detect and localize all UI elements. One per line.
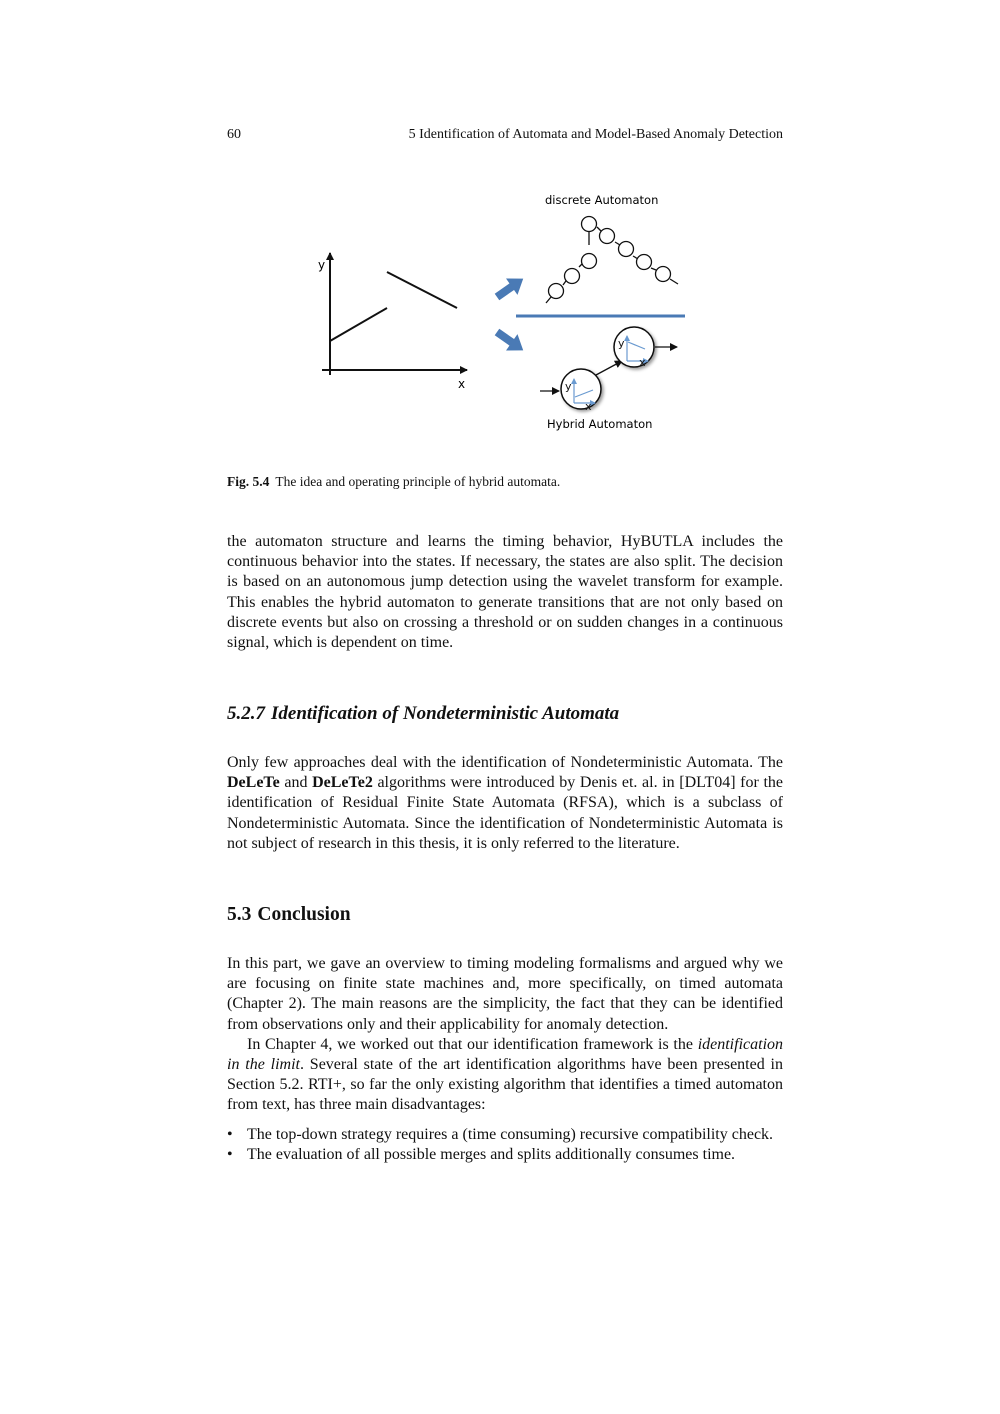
caption-label: Fig. 5.4 (227, 474, 270, 489)
state-node (582, 217, 597, 232)
figure-caption (227, 474, 560, 490)
hybrid-automaton (540, 327, 677, 413)
paragraph-text: the automaton structure and learns the timing behavior, HyBUTLA includes the continuous behavior into the states. If necessary, the states are also split. The decision is based on an autonomous jump detection using the wavelet transform for example. This enables the hybrid automaton to generate transitions that are not only based on discrete events but also on crossing a threshold or on sudden changes in a continuous signal, which is dependent on time. (227, 533, 783, 652)
disadvantage-list (227, 1125, 797, 1165)
para2-start: In Chapter 4, we worked out that our identification framework is the (247, 1035, 693, 1053)
x-axis-label: x (458, 377, 466, 391)
state-node (619, 242, 634, 257)
list-item: • The top-down strategy requires a (time consuming) recursive compatibility check. (227, 1125, 797, 1145)
conclusion-text (227, 954, 783, 1116)
conclusion-paragraph-1: In this part, we gave an overview to timing modeling formalisms and argued why we are focusing on finite state machines and, more specifically, on timed automata (Chapter 2). The main reasons are the simplicity, the fact that they can be identified from observations only and their applicability for anomaly detection. (227, 955, 783, 1033)
state-node (637, 255, 652, 270)
figure-diagram (300, 185, 700, 440)
state-node (549, 284, 564, 299)
hybrid-automaton-label: Hybrid Automaton (547, 417, 653, 431)
paragraph-hybutla (227, 532, 783, 653)
hybrid-state-1 (561, 369, 601, 413)
paragraph-intro: Only few approaches deal with the identification of Nondeterministic Automata. The (227, 754, 783, 771)
y-axis-label: y (318, 258, 326, 272)
section-heading (227, 904, 351, 926)
state-node (656, 267, 671, 282)
state-axis-x: x (639, 356, 646, 369)
blue-arrow-up (491, 270, 529, 305)
state-node (565, 269, 580, 284)
state-axis-x: x (585, 400, 592, 413)
and-word: and (284, 774, 308, 792)
conclusion-paragraph-2 (227, 1035, 783, 1116)
section-number: 5.3 (227, 904, 252, 925)
discrete-automaton (546, 217, 678, 304)
state-node (582, 254, 597, 269)
subsection-number: 5.2.7 (227, 703, 265, 724)
para2-end: . Several state of the art identification algorithms have been presented in Section 5.2. RTI+, so far the only existing algorithm that identifies a timed automaton from text, has three main disadvantages: (227, 1056, 783, 1114)
paragraph-nondeterministic (227, 753, 783, 854)
caption-text: The idea and operating principle of hybrid automata. (275, 474, 561, 489)
algorithm-delete: DeLeTe (227, 774, 280, 792)
discrete-automaton-label: discrete Automaton (545, 193, 659, 207)
state-node (600, 229, 615, 244)
figure-hybrid-automata (300, 185, 700, 440)
state-axis-y: y (565, 380, 572, 393)
para2-emphasis: identification in the limit (227, 1035, 784, 1074)
state-axis-y: y (618, 337, 625, 350)
algorithm-delete2: DeLeTe2 (312, 774, 373, 792)
signal-plot (318, 253, 467, 391)
subsection-heading (227, 703, 619, 725)
subsection-title: Identification of Nondeterministic Automata (271, 703, 620, 724)
page-number: 60 (227, 127, 241, 142)
signal-segment-1 (330, 308, 387, 341)
running-head: 5 Identification of Automata and Model-Based Anomaly Detection (408, 127, 783, 142)
blue-arrow-down (491, 324, 529, 359)
signal-segment-2 (387, 272, 457, 308)
list-item: • The evaluation of all possible merges and splits additionally consumes time. (227, 1145, 797, 1165)
section-title: Conclusion (257, 904, 351, 925)
paragraph-rest: algorithms were introduced by Denis et. al. in [DLT04] for the identification of Residual Finite State Automata (RFSA), which is a subclass of Nondeterministic Automata. Since the identification of Nondeterministic Automata is not subject of research in this thesis, it is only referred to the literature. (227, 774, 783, 852)
